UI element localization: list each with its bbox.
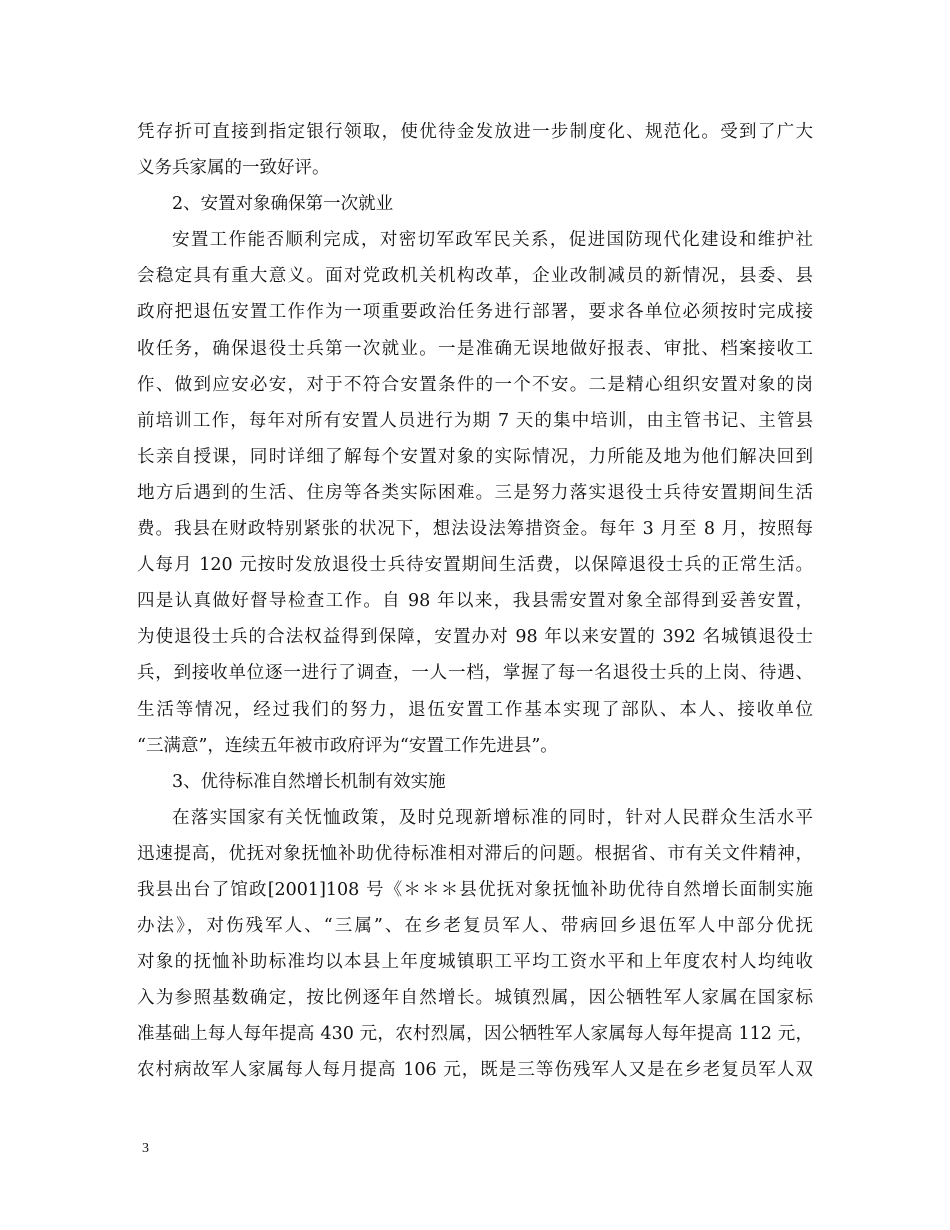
- text-line: 生活等情况，经过我们的努力，退伍安置工作基本实现了部队、本人、接收单位: [137, 699, 813, 720]
- text-line: 收任务，确保退役士兵第一次就业。一是准确无误地做好报表、审批、档案接收工: [137, 338, 813, 359]
- text-line: 费。我县在财政特别紧张的状况下，想法设法筹措资金。每年 3 月至 8 月，按照每: [137, 519, 813, 540]
- text-line: 安置工作能否顺利完成，对密切军政军民关系，促进国防现代化建设和维护社: [172, 230, 813, 251]
- text-line: 2、安置对象确保第一次就业: [172, 194, 394, 215]
- text-line: 对象的抚恤补助标准均以本县上年度城镇职工平均工资水平和上年度农村人均纯收: [137, 952, 813, 973]
- text-line: 政府把退伍安置工作作为一项重要政治任务进行部署，要求各单位必须按时完成接: [137, 302, 813, 323]
- text-line: 农村病故军人家属每人每月提高 106 元，既是三等伤残军人又是在乡老复员军人双: [137, 1060, 813, 1081]
- text-line: 凭存折可直接到指定银行领取，使优待金发放进一步制度化、规范化。受到了广大: [137, 122, 813, 142]
- text-line: 人每月 120 元按时发放退役士兵待安置期间生活费，以保障退役士兵的正常生活。: [137, 555, 813, 576]
- text-line: 四是认真做好督导检查工作。自 98 年以来，我县需安置对象全部得到妥善安置，: [137, 591, 813, 612]
- text-line: 义务兵家属的一致好评。: [137, 158, 330, 179]
- text-line: 办法》，对伤残军人、“三属”、在乡老复员军人、带病回乡退伍军人中部分优抚: [137, 916, 813, 937]
- text-line: 3、优待标准自然增长机制有效实施: [172, 771, 446, 792]
- text-line: 作、做到应安必安，对于不符合安置条件的一个不安。二是精心组织安置对象的岗: [137, 374, 813, 395]
- text-line: 会稳定具有重大意义。面对党政机关机构改革，企业改制减员的新情况，县委、县: [137, 266, 813, 287]
- text-line: 入为参照基数确定，按比例逐年自然增长。城镇烈属，因公牺牲军人家属在国家标: [137, 988, 813, 1009]
- text-line: 为使退役士兵的合法权益得到保障，安置办对 98 年以来安置的 392 名城镇退役士: [137, 627, 813, 648]
- text-line: 地方后遇到的生活、住房等各类实际困难。三是努力落实退役士兵待安置期间生活: [137, 482, 813, 503]
- text-line: “三满意”，连续五年被市政府评为“安置工作先进县”。: [137, 735, 558, 756]
- text-line: 我县出台了馆政[2001]108 号《＊＊＊县优抚对象抚恤补助优待自然增长面制实施: [137, 879, 813, 900]
- text-line: 在落实国家有关怃恤政策，及时兑现新增标准的同时，针对人民群众生活水平: [172, 807, 813, 828]
- text-line: 长亲自授课，同时详细了解每个安置对象的实际情况，力所能及地为他们解决回到: [137, 446, 813, 467]
- text-line: 准基础上每人每年提高 430 元，农村烈属，因公牺牲军人家属每人每年提高 112 元，: [137, 1024, 813, 1045]
- text-line: 迅速提高，优抚对象抚恤补助优待标准相对滞后的问题。根据省、市有关文件精神，: [137, 843, 813, 864]
- page-number: 3: [142, 1141, 149, 1156]
- body-text: [137, 114, 813, 1089]
- text-line: 兵，到接收单位逐一进行了调查，一人一档，掌握了每一名退役士兵的上岗、待遇、: [137, 663, 813, 684]
- text-line: 前培训工作，每年对所有安置人员进行为期 7 天的集中培训，由主管书记、主管县: [137, 410, 813, 431]
